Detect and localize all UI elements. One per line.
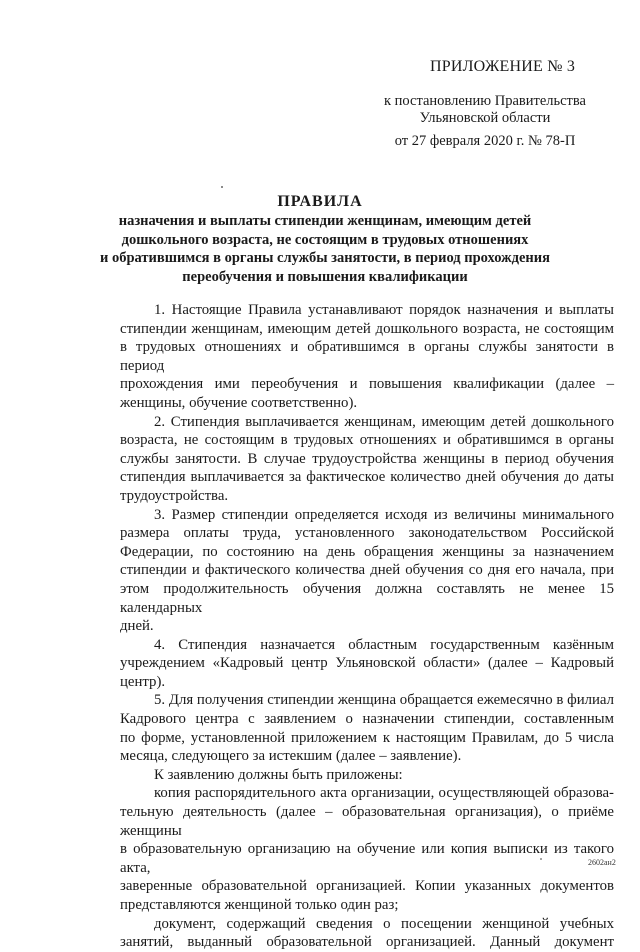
paragraph-line: 1. Настоящие Правила устанавливают порядок назначения и выплаты [154,302,614,318]
paragraph-line: Кадрового центра с заявлением о назначении стипендии, составленным [120,711,614,728]
paragraph-line: месяца, следующего за истекшим (далее – заявление). [120,748,462,765]
paragraph [120,636,614,692]
subtitle-line: и обратившимся в органы службы занятости, в период прохождения [100,250,550,267]
annex-resolution-line: к постановлению Правительства [384,93,586,109]
scan-speck [540,858,542,860]
paragraph-line: в трудовых отношениях и обратившимся в органы службы занятости в период [120,339,614,374]
paragraph-line: Федерации, по состоянию на день обращения женщины за назначением [120,543,614,560]
paragraph-line: этом продолжительность обучения должна составлять не менее 15 календарных [120,580,614,616]
paragraph [120,691,614,765]
paragraph-line: 4. Стипендия назначается областным государственным казённым [154,636,614,653]
paragraph [120,784,614,914]
paragraph-line: заверенные образовательной организацией. Копии указанных документов [120,878,614,895]
paragraph-line: центр). [120,673,166,690]
paragraph-line: по форме, установленной приложением к настоящим Правилам, до 5 числа [120,729,614,746]
annex-date-line: от 27 февраля 2020 г. № 78-П [394,133,576,149]
paragraph [120,766,614,785]
paragraph-line: копия распорядительного акта организации, осуществляющей образова- [154,785,614,802]
annex-region-line: Ульяновской области [419,110,551,126]
subtitle-line: дошкольного возраста, не состоящим в трудовых отношениях [121,231,529,248]
paragraph-line: стипендии и фактического количества дней обучения со дня его начала, при [120,562,614,579]
subtitle-line: переобучения и повышения квалификации [182,268,468,285]
paragraph-line: возраста, не состоящим в трудовых отношениях и обратившимся в органы [120,432,614,449]
paragraph-line: стипендии женщинам, имеющим детей дошкольного возраста, не состоящим [120,320,614,337]
paragraph [120,506,614,636]
paragraph-line: прохождения ими переобучения и повышения квалификации (далее – [120,376,614,393]
document-body [120,301,614,952]
document-subtitle [90,212,560,286]
paragraph [120,301,614,413]
paragraph-line: представляются женщиной только один раз; [120,897,399,913]
annex-title: ПРИЛОЖЕНИЕ № 3 [430,58,576,75]
paragraph [120,915,614,952]
footer-code: 2602ан2 [588,858,616,867]
paragraph [120,413,614,506]
paragraph-line: дней. [120,618,154,635]
paragraph-line: занятий, выданный образовательной организацией. Данный документ [120,934,614,951]
paragraph-line: женщины, обучение соответственно). [120,394,358,411]
subtitle-line: назначения и выплаты стипендии женщинам, имеющим детей [118,213,532,229]
paragraph-line: размера оплаты труда, установленного законодательством Российской [120,525,614,542]
paragraph-line: 5. Для получения стипендии женщина обращается ежемесячно в филиал [154,692,614,709]
paragraph-line: службы занятости. В случае трудоустройства женщины в период обучения [120,450,614,467]
scan-speck [221,186,223,188]
paragraph-line: 2. Стипендия выплачивается женщинам, имеющим детей дошкольного [154,413,614,430]
paragraph-line: трудоустройства. [120,487,229,504]
document-title: ПРАВИЛА [277,193,363,210]
paragraph-line: стипендия выплачивается за фактическое количество дней обучения до даты [120,469,614,486]
paragraph-line: тельную деятельность (далее – образовательная организация), о приёме женщины [120,804,614,839]
paragraph-line: в образовательную организацию на обучение или копия выписки из такого акта, [120,841,614,876]
paragraph-line: документ, содержащий сведения о посещении женщиной учебных [154,915,614,932]
paragraph-line: 3. Размер стипендии определяется исходя из величины минимального [154,506,614,523]
paragraph-line: К заявлению должны быть приложены: [154,766,403,783]
paragraph-line: учреждением «Кадровый центр Ульяновской области» (далее – Кадровый [120,655,614,672]
